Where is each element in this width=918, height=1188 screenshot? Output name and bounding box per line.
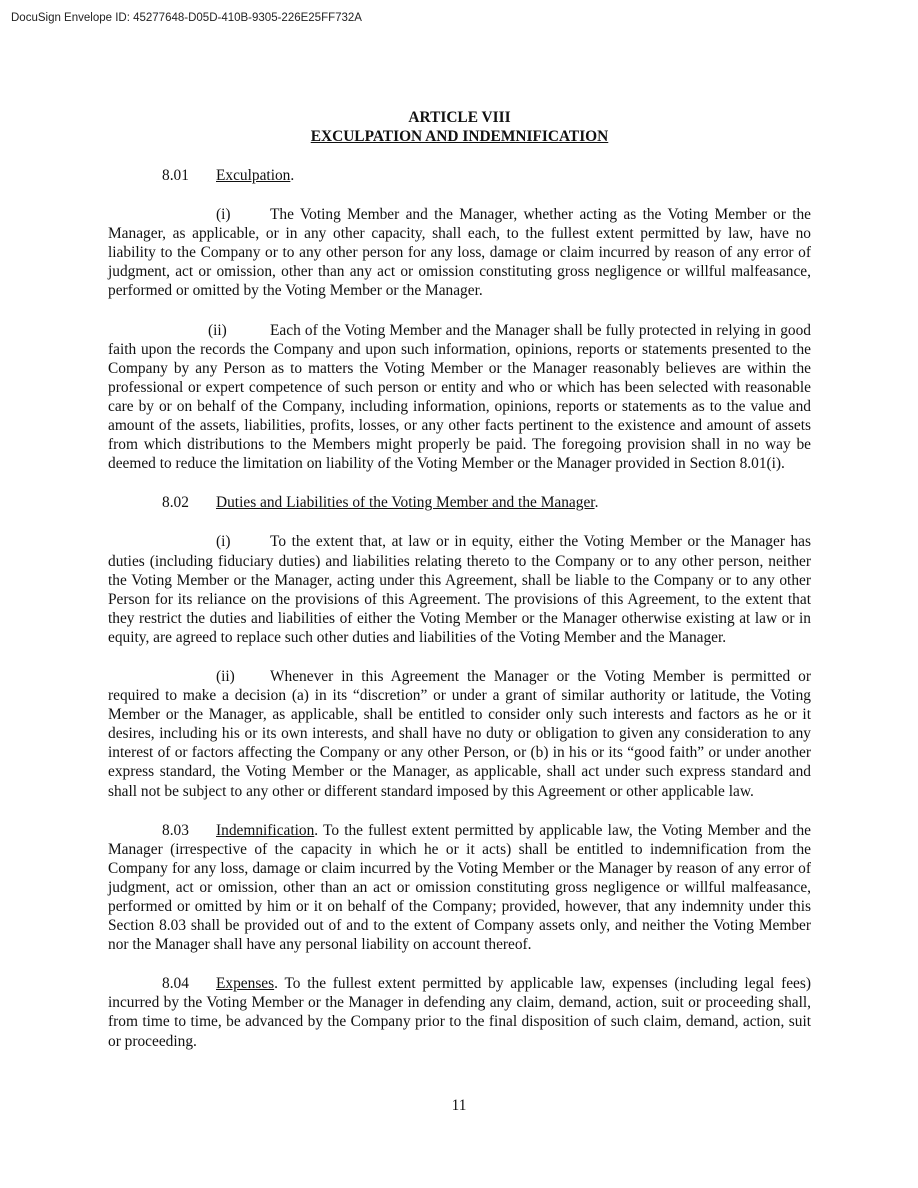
section-title: Exculpation: [216, 167, 291, 184]
article-title: EXCULPATION AND INDEMNIFICATION: [310, 128, 609, 145]
section-title: Indemnification: [216, 821, 315, 839]
clause-text: Whenever in this Agreement the Manager or the Voting Member is permitted or required to make a decision (a) in its “discretion” or under a grant of similar authority or latitude, the Voting Member or the Manager, as applicable, shall be entitled to consider only such interests and factors as he or it desires, including his or its own interests, and shall have no duty or obligation to given any consideration to any interest of or factors affecting the Company or any other Person, or (b) in his or its “good faith” or under another express standard, the Voting Member or the Manager, as applicable, shall act under such express standard and shall not be subject to any other or different standard imposed by this Agreement or other applicable law.: [108, 667, 811, 800]
article-heading: [108, 108, 811, 146]
clause-text: Each of the Voting Member and the Manager shall be fully protected in relying in good faith upon the records the Company and upon such information, opinions, reports or statements presented to the Company by any Person as to matters the Voting Member or the Manager reasonably believes are within the professional or expert competence of such person or entity and who or which has been selected with reasonable care by or on behalf of the Company, including information, opinions, reports or statements as to the value and amount of the assets, liabilities, profits, losses, or any other facts pertinent to the existence and amount of assets from which distributions to the Members might properly be paid. The foregoing provision shall in no way be deemed to reduce the limitation on liability of the Voting Member or the Manager provided in Section 8.01(i).: [108, 321, 811, 473]
section-number: 8.03: [162, 821, 189, 839]
section-8-01-i: [108, 205, 811, 300]
document-page: [108, 108, 811, 1051]
clause-text: The Voting Member and the Manager, whether acting as the Voting Member or the Manager, as applicable, or in any other capacity, shall each, to the fullest extent permitted by law, have no liability to the Company or to any other person for any loss, damage or claim incurred by reason of any error of judgment, act or omission, other than any act or omission constituting gross negligence or willful malfeasance, performed or omitted by the Voting Member or the Manager.: [108, 206, 811, 300]
section-number: 8.01: [162, 167, 189, 184]
section-number: 8.02: [162, 494, 189, 512]
heading-period: .: [290, 167, 295, 184]
clause-label: (i): [216, 533, 231, 551]
section-text: To the fullest extent permitted by applicable law, the Voting Member and the Manager (irrespective of the capacity in which he or it acts) shall be entitled to indemnification from the Company for any loss, damage or claim incurred by the Voting Member or the Manager by reason of any error of judgment, act or omission, other than an act or omission constituting gross negligence or willful malfeasance, performed or omitted by him or it on behalf of the Company; provided, however, that any indemnity under this Section 8.03 shall be provided out of and to the extent of Company assets only, and neither the Voting Member nor the Manager shall have any personal liability on account thereof.: [108, 821, 811, 954]
section-8-02-ii: [108, 667, 811, 801]
section-8-03: [108, 821, 811, 955]
section-title: Duties and Liabilities of the Voting Member and the Manager: [216, 494, 595, 512]
section-number: 8.04: [162, 975, 189, 993]
docusign-envelope-id: DocuSign Envelope ID: 45277648-D05D-410B-9305-226E25FF732A: [11, 12, 362, 24]
heading-period: .: [314, 821, 324, 839]
article-number: ARTICLE VIII: [408, 109, 511, 126]
section-text: To the fullest extent permitted by applicable law, expenses (including legal fees) incurred by the Voting Member or the Manager in defending any claim, demand, action, suit or proceeding shall, from time to time, be advanced by the Company prior to the final disposition of such claim, demand, action, suit or proceeding.: [108, 975, 811, 1050]
section-8-04: [108, 974, 811, 1050]
heading-period: .: [594, 494, 599, 512]
section-title: Expenses: [216, 975, 275, 993]
clause-text: To the extent that, at law or in equity, either the Voting Member or the Manager has duties (including fiduciary duties) and liabilities relating thereto to the Company or to any other person, neither the Voting Member or the Manager, acting under this Agreement, shall be liable to the Company or to any other Person for its reliance on the provisions of this Agreement. The provisions of this Agreement, to the extent that they restrict the duties and liabilities of either the Voting Member or the Manager otherwise existing at law or in equity, are agreed to replace such other duties and liabilities of the Voting Member and the Manager.: [108, 533, 811, 646]
page-number: 11: [451, 1097, 467, 1114]
heading-period: .: [274, 975, 285, 993]
section-8-02-i: [108, 532, 811, 647]
clause-label: (i): [216, 206, 231, 224]
section-8-01-ii: [108, 321, 811, 474]
section-8-01-heading: [108, 166, 811, 185]
section-8-02-heading: [108, 493, 811, 512]
clause-label: (ii): [208, 321, 227, 339]
clause-label: (ii): [216, 667, 235, 685]
